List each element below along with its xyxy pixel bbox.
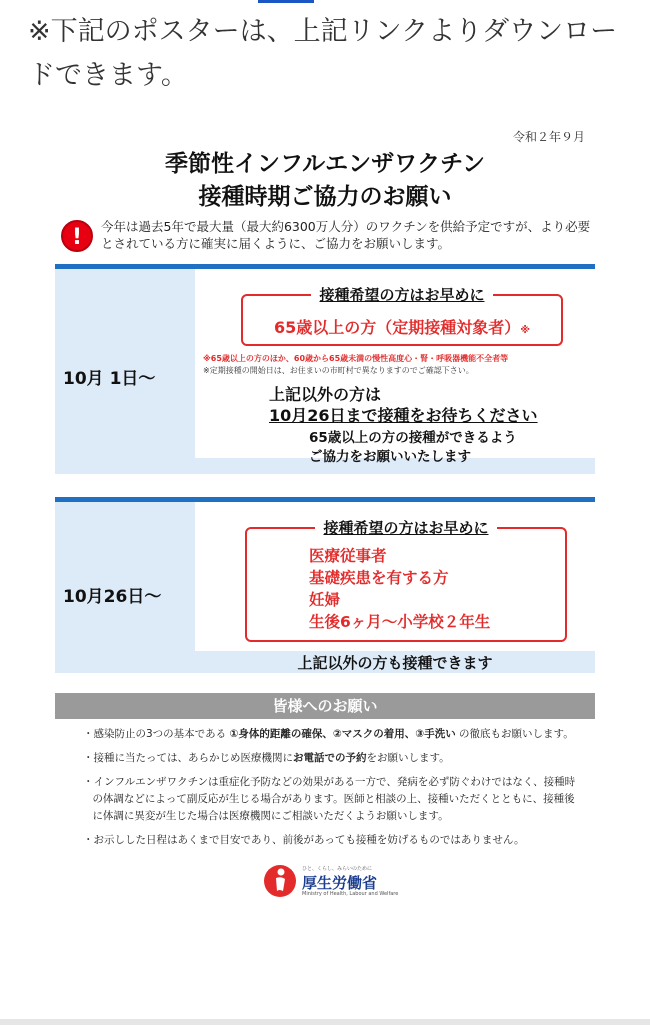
- period-1-other-line-2: 10月26日まで接種をお待ちください: [269, 406, 538, 425]
- period-2-target-list: [309, 545, 490, 633]
- mhlw-mark-icon: [262, 863, 298, 899]
- intro-text: ※下記のポスターは、上記リンクよりダウンロードできます。: [28, 16, 618, 91]
- poster-title: [55, 148, 595, 214]
- link-fragment[interactable]: [258, 0, 314, 3]
- period-1-other-line-1: 上記以外の方は: [269, 385, 382, 404]
- title-line-2: 接種時期ご協力のお願い: [198, 184, 452, 210]
- period-2-other: 上記以外の方も接種できます: [297, 654, 493, 672]
- please-list: [83, 726, 583, 856]
- target-item: 基礎疾患を有する方: [309, 569, 449, 587]
- period-1-date: 10月 1日～: [63, 369, 156, 389]
- period-1-note-grey: ※定期接種の開始日は、お住まいの市町村で異なりますのでご確認下さい。: [203, 366, 474, 375]
- please-item: ・インフルエンザワクチンは重症化予防などの効果がある一方で、発病を必ず防ぐわけではなく、接種時の体調などによって副反応が生じる場合があります。医師と相談の上、接種いただくとともに、接種後に体調に異変が生じた場合は医療機関にご相談いただくようお願いします。: [83, 776, 576, 822]
- notice-text: 今年は過去5年で最大量（最大約6300万人分）のワクチンを供給予定ですが、より必要とされている方に確実に届くように、ご協力をお願いします。: [101, 219, 591, 251]
- period-1-box: [241, 286, 563, 346]
- please-item: ・お示しした日程はあくまで目安であり、前後があっても接種を妨げるものではありません。: [83, 834, 525, 846]
- please-item: ・接種に当たっては、あらかじめ医療機関にお電話での予約をお願いします。: [83, 752, 450, 764]
- period-1-panel: [195, 269, 595, 465]
- bottom-divider: [0, 1019, 650, 1025]
- target-item: 医療従事者: [309, 547, 387, 565]
- please-item: ・感染防止の3つの基本である ①身体的距離の確保、②マスクの着用、③手洗い の徹底もお願いします。: [83, 728, 574, 740]
- period-2-box-title: 接種希望の方はお早めに: [315, 519, 496, 537]
- period-1-sub-line-2: ご協力をお願いいたします: [309, 449, 471, 465]
- title-line-1: 季節性インフルエンザワクチン: [165, 151, 485, 177]
- period-1-box-title: 接種希望の方はお早めに: [311, 286, 492, 304]
- period-2-box: [245, 519, 567, 642]
- poster: [55, 120, 595, 910]
- period-1-sub-line-1: 65歳以上の方の接種ができるよう: [309, 430, 517, 446]
- exclamation-icon: !: [61, 220, 93, 252]
- logo-tagline: ひと、くらし、みらいのために: [302, 866, 373, 872]
- logo-name: 厚生労働省: [302, 874, 378, 892]
- mhlw-logo: [262, 863, 402, 903]
- period-1-section: [55, 264, 595, 474]
- please-header: 皆様へのお願い: [55, 693, 595, 719]
- period-1-target: 65歳以上の方（定期接種対象者）※: [273, 318, 530, 337]
- top-strip: [0, 0, 650, 6]
- poster-date: 令和２年９月: [512, 130, 585, 144]
- period-2-section: [55, 497, 595, 673]
- notice: [61, 218, 591, 258]
- period-2-date: 10月26日～: [63, 587, 162, 607]
- period-1-other: [269, 384, 538, 426]
- target-item: 生後6ヶ月～小学校２年生: [309, 613, 491, 631]
- target-item: 妊婦: [309, 591, 341, 609]
- period-1-sub: [309, 429, 517, 467]
- logo-english: Ministry of Health, Labour and Welfare: [302, 891, 399, 897]
- period-1-note-red: ※65歳以上の方のほか、60歳から65歳未満の慢性高度心・腎・呼吸器機能不全者等: [203, 354, 509, 363]
- period-2-panel: [195, 502, 595, 672]
- target-mark: ※: [520, 325, 530, 336]
